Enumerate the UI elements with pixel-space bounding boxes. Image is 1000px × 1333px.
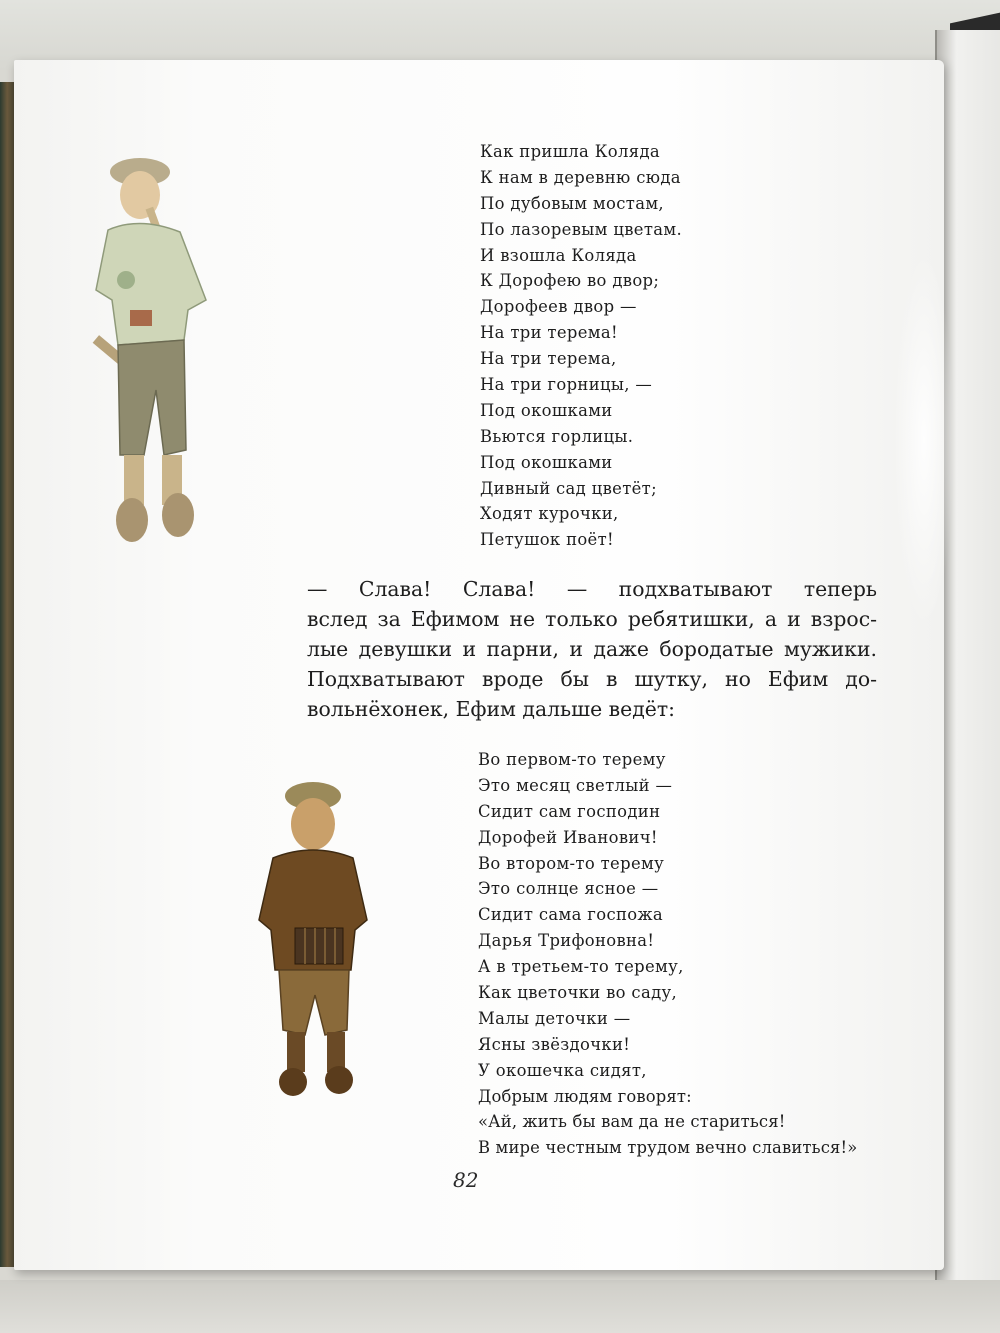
verse-line: Ясны звёздочки! [478,1034,631,1054]
boy2-head [291,798,335,850]
boy-with-pipe-illustration [88,150,218,550]
verse-line: Как пришла Коляда [480,142,661,161]
verse-line: По дубовым мостам, [480,193,664,213]
verse-line: Это месяц светлый — [478,775,673,795]
verse-line: У окошечка сидят, [478,1060,647,1080]
verse-terema [478,747,857,1161]
verse-line: Под окошками [480,400,613,420]
verse-line: На три горницы, — [480,375,653,395]
accordion-instrument [295,928,343,964]
verse-line: Во первом-то терему [478,750,666,769]
prose-line: Подхватывают вроде бы в шутку, но Ефим до- [307,667,877,691]
verse-line: Как цветочки во саду, [478,983,678,1003]
verse-line: Вьются горлицы. [480,426,634,446]
verse-line: «Ай, жить бы вам да не стариться! [478,1112,786,1132]
verse-line: Дорофеев двор — [480,297,637,317]
boy2-right-foot [325,1066,353,1094]
boy1-right-shoe [162,493,194,537]
boy2-left-leg [287,1032,305,1072]
page-number: 82 [453,1168,479,1192]
verse-line: Дорофей Иванович! [478,827,658,847]
prose-line: лые девушки и парни, и даже бородатые мужики. [307,637,877,661]
book-cover-edge [935,30,1000,1310]
boy1-shirt-patch [117,271,135,289]
verse-kolyada [480,139,682,553]
boy1-left-leg [124,455,144,505]
page-glare [894,250,954,630]
verse-line: Малы деточки — [478,1008,631,1028]
verse-line: Ходят курочки, [480,504,619,524]
prose-line: — Слава! Слава! — подхватывают теперь [307,577,877,601]
verse-line: К нам в деревню сюда [480,167,681,187]
boy2-trousers [279,970,349,1035]
verse-line: И взошла Коляда [480,245,637,265]
boy-with-accordion-illustration [255,780,375,1100]
verse-line: Дивный сад цветёт; [480,478,657,498]
verse-line: К Дорофею во двор; [480,271,660,291]
boy1-pouch [130,310,152,326]
boy1-shirt [96,223,206,345]
verse-line: Добрым людям говорят: [478,1086,692,1106]
verse-line: А в третьем-то терему, [478,957,684,977]
verse-line: На три терема, [480,349,617,369]
verse-line: Это солнце ясное — [478,879,659,899]
boy1-trousers [118,340,186,455]
verse-line: Во втором-то терему [478,853,665,873]
verse-line: Под окошками [480,452,613,472]
prose-paragraph [307,574,877,724]
verse-line: Дарья Трифоновна! [478,931,655,951]
boy2-right-leg [327,1032,345,1072]
prose-line: вслед за Ефимом не только ребятишки, а и взрос- [307,607,877,631]
verse-line: В мире честным трудом вечно славиться!» [478,1138,858,1158]
verse-line: На три терема! [480,323,618,343]
boy2-left-foot [279,1068,307,1096]
table-surface-bottom [0,1280,1000,1333]
prose-line: вольнёхонек, Ефим дальше ведёт: [307,697,675,721]
verse-line: Сидит сама госпожа [478,905,664,925]
verse-line: По лазоревым цветам. [480,219,683,239]
verse-line: Петушок поёт! [480,530,614,550]
boy1-left-shoe [116,498,148,542]
verse-line: Сидит сам господин [478,801,661,821]
